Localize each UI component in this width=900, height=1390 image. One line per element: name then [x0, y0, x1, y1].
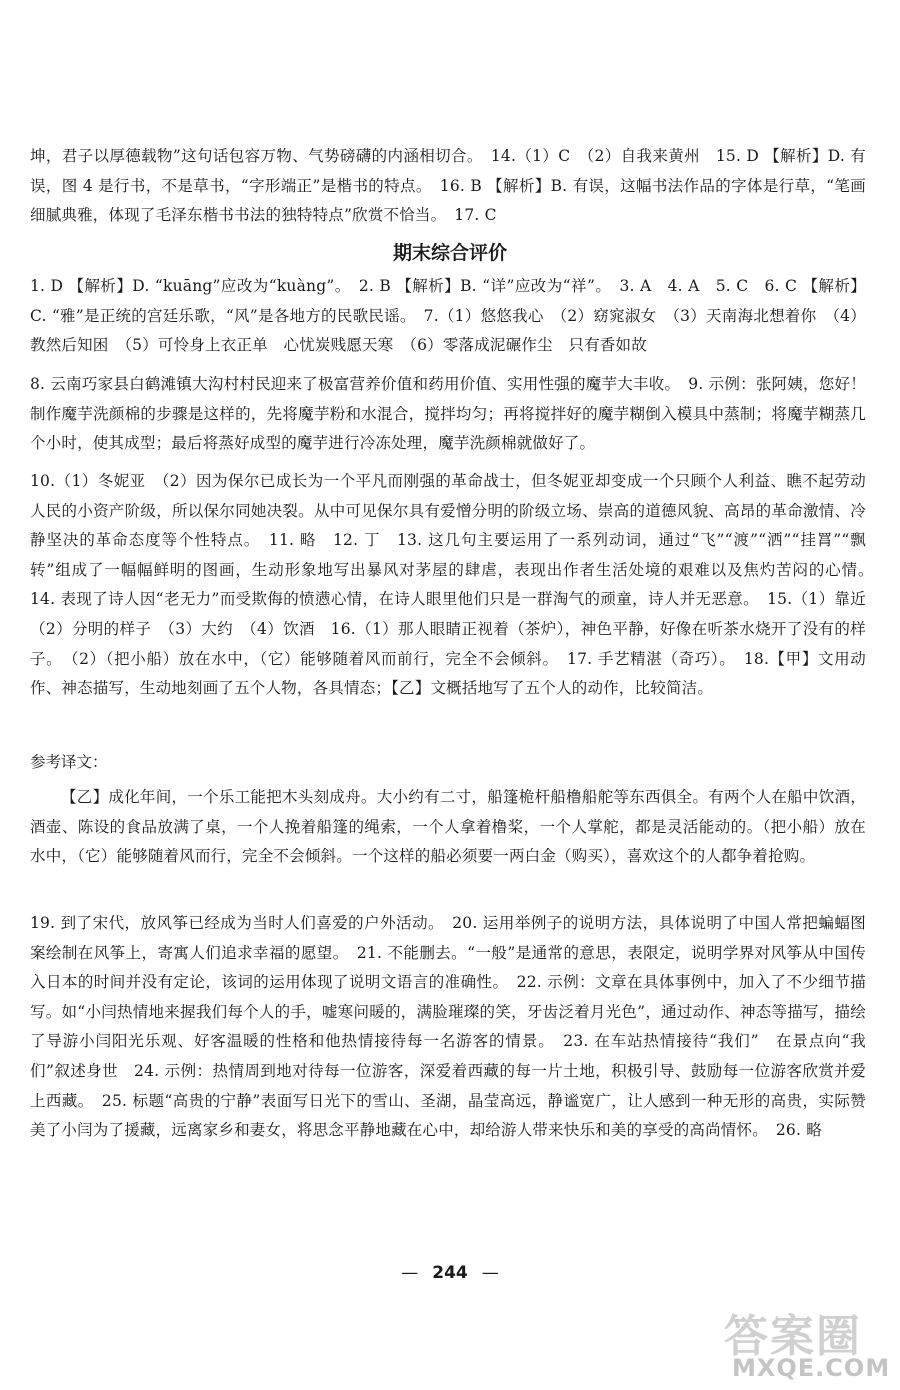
watermark-url: MXQE.COM [732, 1354, 891, 1382]
page-number-value: 244 [432, 1263, 468, 1283]
page-number [0, 1263, 900, 1283]
top-paragraph: 坤，君子以厚德载物”这句话包容万物、气势磅礴的内涵相切合。 14.（1）C （2）自我来黄州 15. D 【解析】D. 有误，图 4 是行书，不是草书，“字形端正”是楷书的特点。 16. B 【解析】B. 有误，这幅书法作品的字体是行草，“笔画细腻典雅，体现了毛泽东楷书书法的独特特点”欣赏不恰当。 17. C [30, 147, 866, 225]
watermark-logo: 答案圈 [724, 1311, 862, 1362]
translation-paragraph: 【乙】成化年间，一个乐工能把木头刻成舟。大小约有二寸，船篷桅杆船橹船舵等东西俱全。有两个人在船中饮酒，酒壶、陈设的食品放满了桌，一个人挽着船篷的绳索，一个人拿着橹桨，一个人掌舵，都是灵活能动的。（把小船）放在水中，（它）能够随着风而行，完全不会倾斜。一个这样的船必须要一两白金（购买），喜欢这个的人都争着抢购。 [30, 788, 866, 866]
page-dash-left: — [401, 1263, 419, 1283]
page-dash-right: — [481, 1263, 499, 1283]
reference-label: 参考译文： [30, 753, 108, 771]
answer-paragraph-final: 19. 到了宋代，放风筝已经成为当时人们喜爱的户外活动。 20. 运用举例子的说明方法，具体说明了中国人常把蝙蝠图案绘制在风筝上，寄寓人们追求幸福的愿望。 21. 不能删去。“一般”是通常的意思，表限定，说明学界对风筝从中国传入日本的时间并没有定论，该词的运用体现了说明文语言的准确性。 22. 示例：文章在具体事例中，加入了不少细节描写。如“小闫热情地来握我们每个人的手，嘘寒问暖的，满脸璀璨的笑，牙齿泛着月光色”，通过动作、神态等描写，描绘了导游小闫阳光乐观、好客温暖的性格和他热情接待每一名游客的情景。 23. 在车站热情接待“我们” 在景点向“我们”叙述身世 24. 示例：热情周到地对待每一位游客，深爱着西藏的每一片土地，积极引导、鼓励每一位游客欣赏并爱上西藏。 25. 标题“高贵的宁静”表面写日光下的雪山、圣湖，晶莹高远，静谧宽广，让人感到一种无形的高贵，实际赞美了小闫为了援藏，远离家乡和妻女，将思念平静地藏在心中，却给游人带来快乐和美的享受的高尚情怀。 26. 略 [30, 914, 866, 1140]
section-title: 期末综合评价 [392, 242, 507, 264]
answer-paragraph-3: 10.（1）冬妮亚 （2）因为保尔已成长为一个平凡而刚强的革命战士，但冬妮亚却变成一个只顾个人利益、瞧不起劳动人民的小资产阶级，所以保尔同她决裂。从中可见保尔具有爱憎分明的阶级立场、崇高的道德风貌、高昂的革命激情、冷静坚决的革命态度等个性特点。 11. 略 12. 丁 13. 这几句主要运用了一系列动词，通过“飞”“渡”“洒”“挂罥”“飘转”组成了一幅幅鲜明的图画，生动形象地写出暴风对茅屋的肆虐，表现出作者生活处境的艰难以及焦灼苦闷的心情。 14. 表现了诗人因“老无力”而受欺侮的愤懑心情，在诗人眼里他们只是一群淘气的顽童，诗人并无恶意。 15.（1）靠近 （2）分明的样子 （3）大约 （4）饮酒 16.（1）那人眼睛正视着（茶炉），神色平静，好像在听茶水烧开了没有的样子。 （2）（把小船）放在水中，（它）能够随着风而前行，完全不会倾斜。 17. 手艺精湛（奇巧）。 18.【甲】文用动作、神态描写，生动地刻画了五个人物，各具情态；【乙】文概括地写了五个人的动作，比较简洁。 [30, 472, 882, 698]
answer-paragraph-2: 8. 云南巧家县白鹤滩镇大沟村村民迎来了极富营养价值和药用价值、实用性强的魔芋大丰收。 9. 示例：张阿姨，您好！制作魔芋洗颜棉的步骤是这样的，先将魔芋粉和水混合，搅拌均匀；再将搅拌好的魔芋糊倒入模具中蒸制；将魔芋糊蒸几个小时，使其成型；最后将蒸好成型的魔芋进行冷冻处理，魔芋洗颜棉就做好了。 [30, 375, 866, 453]
watermark [702, 1300, 892, 1386]
answer-paragraph-1: 1. D 【解析】D. “kuāng”应改为“kuàng”。 2. B 【解析】B. “详”应改为“祥”。 3. A 4. A 5. C 6. C 【解析】C. “雅”是正统的宫廷乐歌，“风”是各地方的民歌民谣。 7.（1）悠悠我心 （2）窈窕淑女 （3）天南海北想着你 （4）教然后知困 （5）可怜身上衣正单 心忧炭贱愿天寒 （6）零落成泥碾作尘 只有香如故 [30, 277, 866, 355]
